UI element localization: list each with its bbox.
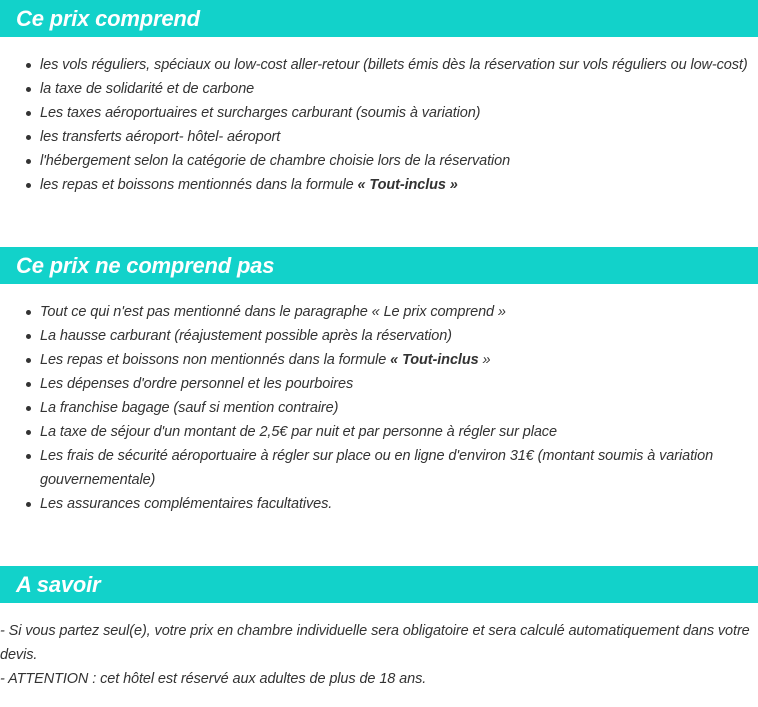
list-item: les transferts aéroport- hôtel- aéroport xyxy=(0,125,758,149)
excluded-section xyxy=(0,247,758,516)
included-section xyxy=(0,0,758,197)
list-item-text: les repas et boissons mentionnés dans la formule xyxy=(40,177,358,193)
list-item: Les dépenses d'ordre personnel et les pourboires xyxy=(0,372,758,396)
list-item xyxy=(0,348,758,372)
list-item: La franchise bagage (sauf si mention contraire) xyxy=(0,396,758,420)
list-item: Tout ce qui n'est pas mentionné dans le paragraphe « Le prix comprend » xyxy=(0,300,758,324)
included-section-title: Ce prix comprend xyxy=(0,0,758,37)
list-item: la taxe de solidarité et de carbone xyxy=(0,77,758,101)
info-notes xyxy=(0,603,758,691)
formula-name: « Tout-inclus » xyxy=(357,177,458,193)
excluded-section-title: Ce prix ne comprend pas xyxy=(0,247,758,284)
list-item xyxy=(0,173,758,197)
excluded-list xyxy=(0,284,758,516)
list-item-suffix: » xyxy=(478,352,491,368)
included-list xyxy=(0,37,758,197)
list-item-text: Les repas et boissons non mentionnés dans la formule xyxy=(40,352,391,368)
formula-name: « Tout-inclus xyxy=(390,352,479,368)
list-item: les vols réguliers, spéciaux ou low-cost aller-retour (billets émis dès la réservation sur vols réguliers ou low-cost) xyxy=(0,53,758,77)
list-item: La hausse carburant (réajustement possible après la réservation) xyxy=(0,324,758,348)
info-section-title: A savoir xyxy=(0,566,758,603)
list-item: l'hébergement selon la catégorie de chambre choisie lors de la réservation xyxy=(0,149,758,173)
info-section xyxy=(0,566,758,691)
list-item: Les taxes aéroportuaires et surcharges carburant (soumis à variation) xyxy=(0,101,758,125)
list-item: Les assurances complémentaires facultatives. xyxy=(0,492,758,516)
info-note-single-supplement: - Si vous partez seul(e), votre prix en chambre individuelle sera obligatoire et sera calculé automatiquement dans votre devis. xyxy=(0,623,750,663)
list-item: La taxe de séjour d'un montant de 2,5€ par nuit et par personne à régler sur place xyxy=(0,420,758,444)
info-note-adults-only: - ATTENTION : cet hôtel est réservé aux adultes de plus de 18 ans. xyxy=(0,671,427,687)
list-item: Les frais de sécurité aéroportuaire à régler sur place ou en ligne d'environ 31€ (montant soumis à variation gouvernementale) xyxy=(0,444,758,492)
